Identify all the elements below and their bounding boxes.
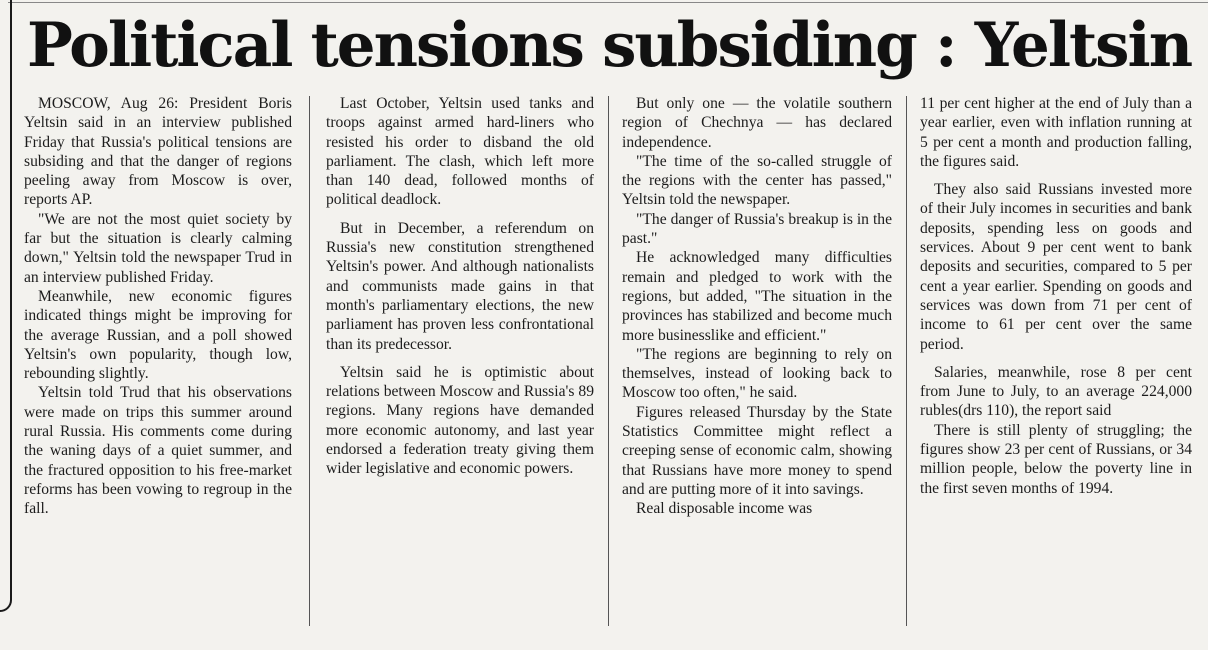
paragraph: "The time of the so-called struggle of the regions with the center has passed," Yeltsin told the newspaper. [622, 152, 892, 209]
column-divider [608, 96, 609, 626]
paragraph: But only one — the volatile southern region of Chechnya — has declared independence. [622, 95, 892, 151]
paragraph: There is still plenty of struggling; the figures show 23 per cent of Russians, or 34 million people, below the poverty line in the first seven months of 1994. [920, 421, 1192, 497]
headline: Political tensions subsiding : Yeltsin [26, 10, 1192, 81]
column-divider [906, 96, 907, 626]
paragraph: MOSCOW, Aug 26: President Boris Yeltsin said in an interview published Friday that Russia's political tensions are subsiding and that the danger of regions peeling away from Moscow is over, reports AP. [24, 95, 292, 209]
paragraph: He acknowledged many difficulties remain and pledged to work with the regions, but added, "The situation in the provinces has stabilized and become much more businesslike and efficient." [622, 249, 892, 344]
paragraph: Figures released Thursday by the State Statistics Committee might reflect a creeping sense of economic calm, showing that Russians have more money to spend and are putting more of it into savings. [622, 403, 892, 498]
paragraph: Real disposable income was [636, 500, 813, 518]
paragraph: Meanwhile, new economic figures indicated things might be improving for the average Russian, and a poll showed Yeltsin's own popularity, though low, rebounding slightly. [24, 287, 292, 383]
article-column-3 [622, 94, 892, 634]
paragraph: "We are not the most quiet society by far but the situation is clearly calming down," Yeltsin told the newspaper Trud in an interview published Friday. [24, 210, 292, 286]
paragraph: Yeltsin said he is optimistic about relations between Moscow and Russia's 89 regions. Many regions have demanded more economic autonomy, and last year endorsed a federation treaty giving them wider legislative and economic powers. [326, 363, 594, 478]
paragraph: Yeltsin told Trud that his observations were made on trips this summer around rural Russia. His comments come during the waning days of a quiet summer, and the fractured opposition to his free-market reforms has been vowing to regroup in the fall. [24, 384, 292, 518]
paragraph: 11 per cent higher at the end of July than a year earlier, even with inflation running at 5 per cent a month and production falling, the figures said. [920, 95, 1192, 170]
paragraph: Salaries, meanwhile, rose 8 per cent from June to July, to an average 224,000 rubles(drs 110), the report said [920, 363, 1192, 420]
column-divider [309, 96, 310, 626]
paragraph: "The regions are beginning to rely on themselves, instead of looking back to Moscow too often," he said. [622, 345, 892, 402]
article-column-4 [920, 94, 1192, 634]
article-column-1 [24, 94, 292, 634]
paragraph: "The danger of Russia's breakup is in the past." [622, 210, 892, 248]
paragraph: They also said Russians invested more of their July incomes in securities and bank deposits, spending less on goods and services. About 9 per cent went to bank deposits and securities, compared to 5 per cent a year earlier. Spending on goods and services was down from 71 per cent of income to 61 per cent over the same period. [920, 181, 1192, 353]
article-column-2 [326, 94, 594, 634]
paragraph: Last October, Yeltsin used tanks and troops against armed hard-liners who resisted his order to disband the old parliament. The clash, which left more than 140 dead, followed months of political deadlock. [326, 95, 594, 209]
paragraph: But in December, a referendum on Russia's new constitution strengthened Yeltsin's power. And although nationalists and communists made gains in that month's parliamentary elections, the new parliament has proven less confrontational than its predecessor. [326, 219, 594, 353]
clipping-border [0, 0, 12, 612]
